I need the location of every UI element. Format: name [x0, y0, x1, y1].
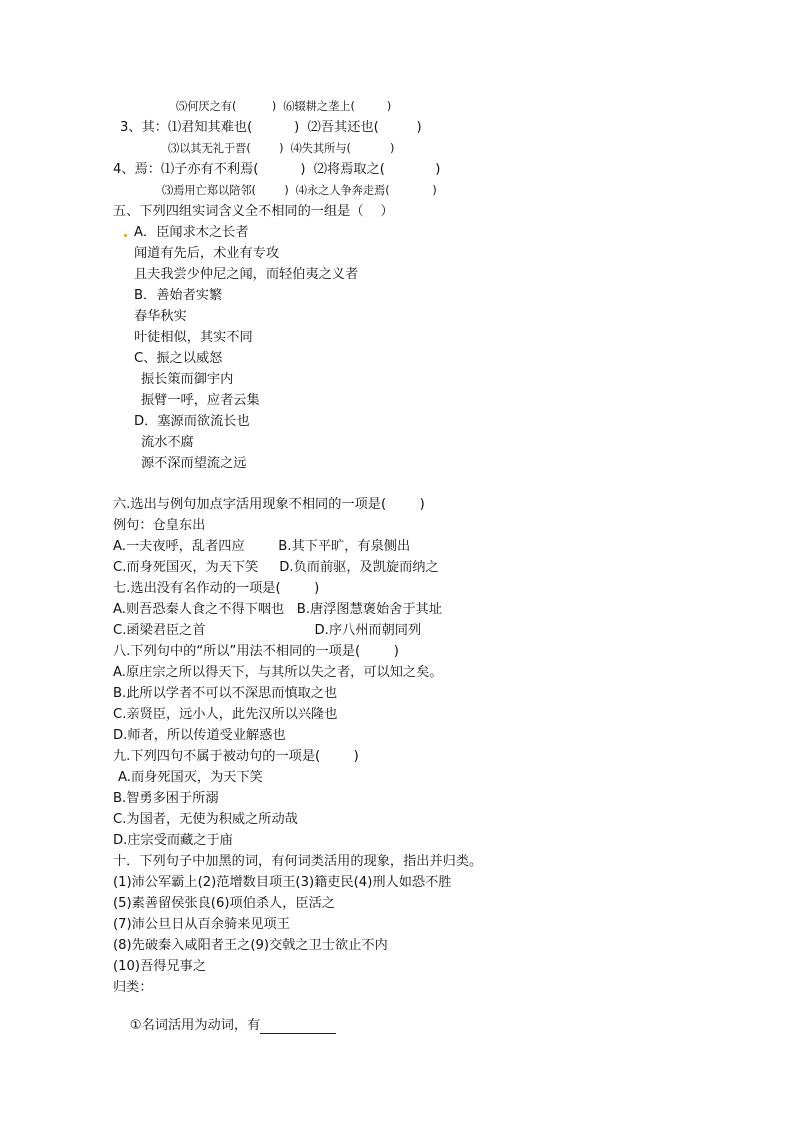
text-line-l21: A.一夫夜呼，乱者四应 B.其下平旷，有泉侧出 — [113, 539, 411, 554]
text-line-l02: 3、其：⑴君知其难也( ) ⑵吾其还也( ) — [120, 120, 422, 135]
text-line-l12: 叶徒相似，其实不同 — [134, 330, 253, 345]
text-line-l16: D．塞源而欲流长也 — [134, 414, 250, 429]
text-line-l06: 五、下列四组实词含义全不相同的一组是（ ） — [113, 204, 394, 219]
text-line-l30: D.师者，所以传道受业解惑也 — [113, 728, 286, 743]
text-line-l10: B．善始者实繁 — [134, 288, 223, 303]
text-line-l09: 且夫我尝少仲尼之闻，而轻伯夷之义者 — [134, 267, 359, 282]
text-line-l28: B.此所以学者不可以不深思而慎取之也 — [113, 686, 338, 701]
answer-prompt: ①名词活用为动词，有 — [129, 1018, 261, 1033]
text-line-l19: 六.选出与例句加点字活用现象不相同的一项是( ) — [113, 497, 425, 512]
text-line-l14: 振长策而御宇内 — [141, 372, 234, 387]
text-line-l26: 八.下列句中的“所以”用法不相同的一项是( ) — [113, 644, 399, 659]
text-line-l33: B.智勇多困于所溺 — [113, 791, 219, 806]
text-line-l15: 振臂一呼，应者云集 — [141, 393, 260, 408]
text-line-l31: 九.下列四句不属于被动句的一项是( ) — [113, 749, 359, 764]
answer-line — [113, 1000, 336, 1051]
text-line-l23: 七.选出没有名作动的一项是( ) — [113, 581, 320, 596]
text-line-l01: ⑸何厌之有( ) ⑹辍耕之垄上( ) — [176, 100, 392, 113]
text-line-l04: 4、焉：⑴子亦有不利焉( ) ⑵将焉取之( ) — [113, 162, 441, 177]
text-line-l03: ⑶以其无礼于晋( ) ⑷失其所与( ) — [168, 142, 395, 155]
text-line-l22: C.而身死国灭，为天下笑 D.负而前驱，及凯旋而纳之 — [113, 560, 439, 575]
text-line-l27: A.原庄宗之所以得天下，与其所以失之者，可以知之矣。 — [113, 665, 443, 680]
text-line-l38: (5)素善留侯张良(6)项伯杀人，臣活之 — [113, 896, 335, 911]
text-line-l36: 十．下列句子中加黑的词，有何词类活用的现象，指出并归类。 — [113, 854, 483, 869]
text-line-l08: 闻道有先后，术业有专攻 — [134, 246, 280, 261]
text-line-l32: A.而身死国灭，为天下笑 — [118, 770, 263, 785]
text-line-l07: A．臣闻求木之长者 — [134, 225, 249, 240]
text-line-l35: D.庄宗受而藏之于庙 — [113, 833, 233, 848]
text-line-l40: (8)先破秦入咸阳者王之(9)交戟之卫士欲止不内 — [113, 938, 388, 953]
text-line-l34: C.为国者，无使为积威之所动哉 — [113, 812, 298, 827]
answer-blank[interactable] — [260, 1019, 336, 1034]
text-line-l42: 归类： — [113, 980, 153, 995]
text-line-l24: A.则吾恐秦人食之不得下咽也 B.唐浮图慧褒始舍于其址 — [113, 602, 442, 617]
text-line-l41: (10)吾得兄事之 — [113, 959, 207, 974]
text-line-l11: 春华秋实 — [134, 309, 187, 324]
text-line-l37: (1)沛公军霸上(2)范增数目项王(3)籍吏民(4)刑人如恐不胜 — [113, 875, 452, 890]
text-line-l29: C.亲贤臣，远小人，此先汉所以兴隆也 — [113, 707, 338, 722]
text-line-l05: ⑶焉用亡郑以陪邻( ) ⑷永之人争奔走焉( ) — [162, 184, 437, 197]
text-line-l20: 例句：仓皇东出 — [113, 518, 206, 533]
text-line-l39: (7)沛公旦日从百余骑来见项王 — [113, 917, 290, 932]
marker-dot — [124, 234, 127, 237]
text-line-l18: 源不深而望流之远 — [141, 456, 247, 471]
text-line-l25: C.函梁君臣之首 D.序八州而朝同列 — [113, 623, 422, 638]
text-line-l17: 流水不腐 — [141, 435, 194, 450]
text-line-l13: C、振之以威怒 — [134, 351, 223, 366]
